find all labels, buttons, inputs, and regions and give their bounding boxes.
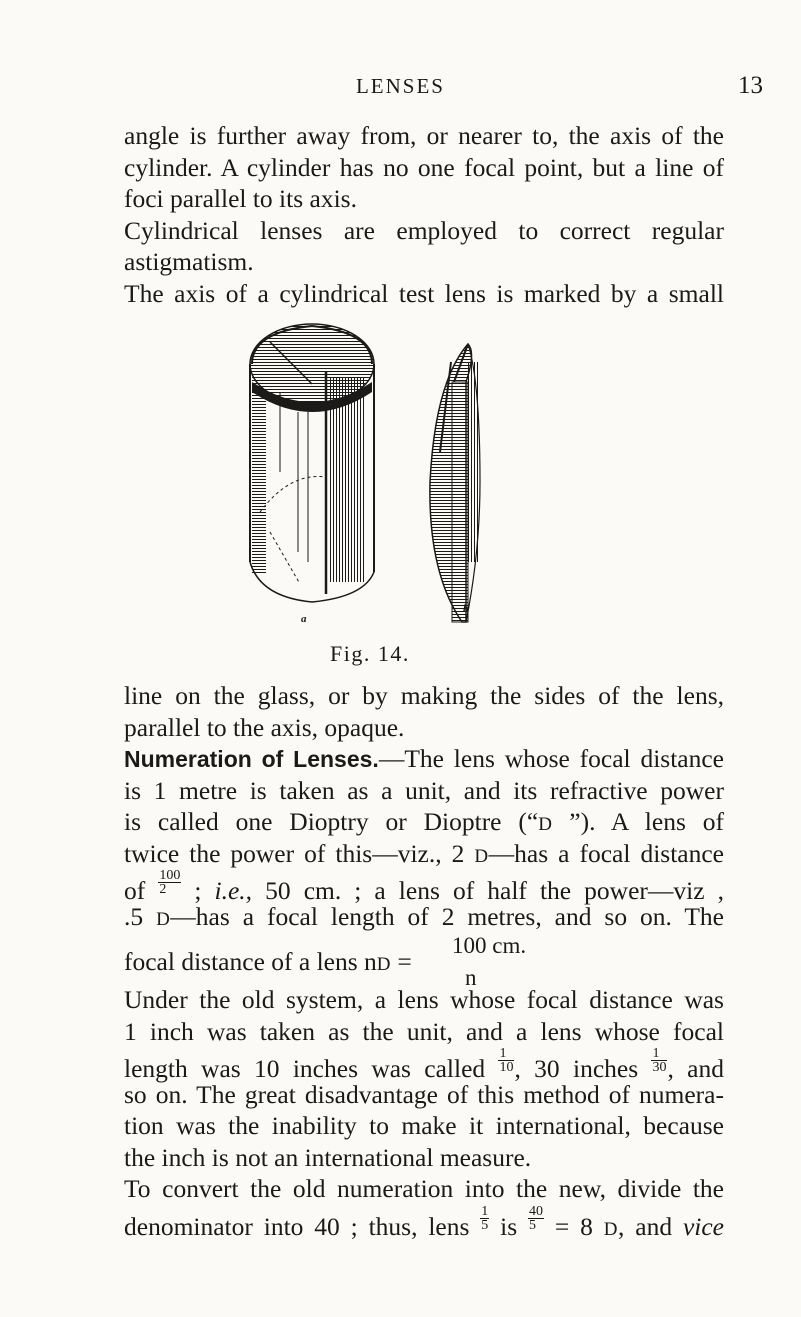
text-line: Cylindrical lenses are employed to correct regular bbox=[124, 215, 724, 245]
running-title: LENSES bbox=[355, 74, 445, 98]
text-line: 1 inch was taken as the unit, and a lens whose focal bbox=[124, 1016, 724, 1046]
focal-distance-formula: focal distance of a lens nD = 100 cm. n bbox=[124, 932, 724, 984]
fraction: $\frac{1}{5}$ bbox=[481, 1203, 489, 1233]
fraction: $\frac{1}{10}$ bbox=[499, 1046, 514, 1075]
text-line: Under the old system, a lens whose focal distance was bbox=[124, 985, 724, 1014]
text-line: foci parallel to its axis. bbox=[124, 184, 357, 213]
text-line: twice the power of this—viz., 2 D—has a focal distance bbox=[124, 838, 724, 868]
formula-denominator: n bbox=[465, 965, 477, 990]
text-line: line on the glass, or by making the sides of the lens, bbox=[124, 681, 724, 710]
text-line: parallel to the axis, opaque. bbox=[124, 712, 405, 742]
text-line: the inch is not an international measure. bbox=[124, 1142, 532, 1172]
paragraph-body bbox=[124, 680, 724, 1241]
text-line: of $\frac{100}{2}$ ; i.e., 50 cm. ; a lens of half the power—viz , bbox=[124, 868, 724, 905]
figure-label-a: a bbox=[301, 613, 307, 625]
text-line: angle is further away from, or nearer to, the axis of the bbox=[124, 121, 724, 150]
fraction: $\frac{100}{2}$ bbox=[159, 868, 181, 897]
formula-numerator: 100 cm. bbox=[452, 933, 527, 958]
figure-caption: Fig. 14. bbox=[330, 641, 410, 666]
figure-14 bbox=[230, 322, 520, 662]
text-line: .5 D—has a focal length of 2 metres, and so on. The bbox=[124, 901, 724, 931]
text-line: To convert the old numeration into the new, divide the bbox=[124, 1174, 724, 1203]
fraction: $\frac{1}{30}$ bbox=[652, 1046, 667, 1075]
section-heading: Numeration of Lenses. bbox=[124, 746, 379, 772]
text-line: length was 10 inches was called $\frac{1}{10}$ , 30 inches $\frac{1}{30}$ , and bbox=[124, 1046, 724, 1083]
text-line: tion was the inability to make it international, because bbox=[124, 1111, 724, 1140]
fraction: $\frac{40}{5}$ bbox=[529, 1203, 544, 1233]
text-line: cylinder. A cylinder has no one focal point, but a line of bbox=[124, 152, 724, 182]
figure-label-b: b bbox=[463, 603, 469, 615]
text-line: Numeration of Lenses.—The lens whose focal distance bbox=[124, 744, 724, 773]
text-line: so on. The great disadvantage of this method of numera- bbox=[124, 1079, 724, 1109]
paragraph-top bbox=[124, 120, 724, 309]
cylinder-a bbox=[250, 324, 374, 602]
text-line: is called one Dioptry or Dioptre (“D ”). A lens of bbox=[124, 807, 724, 836]
page-number: 13 bbox=[738, 72, 763, 99]
cylindrical-lens-illustration bbox=[230, 322, 520, 642]
text-line: is 1 metre is taken as a unit, and its refractive power bbox=[124, 775, 724, 805]
text-line: astigmatism. bbox=[124, 247, 254, 276]
cylinder-b bbox=[430, 344, 480, 622]
text-line: The axis of a cylindrical test lens is marked by a small bbox=[124, 278, 724, 308]
text-line: denominator into 40 ; thus, lens $\frac{1}{5}$ is $\frac{40}{5}$ = 8 D, and vice bbox=[124, 1203, 724, 1241]
running-head bbox=[0, 72, 801, 102]
